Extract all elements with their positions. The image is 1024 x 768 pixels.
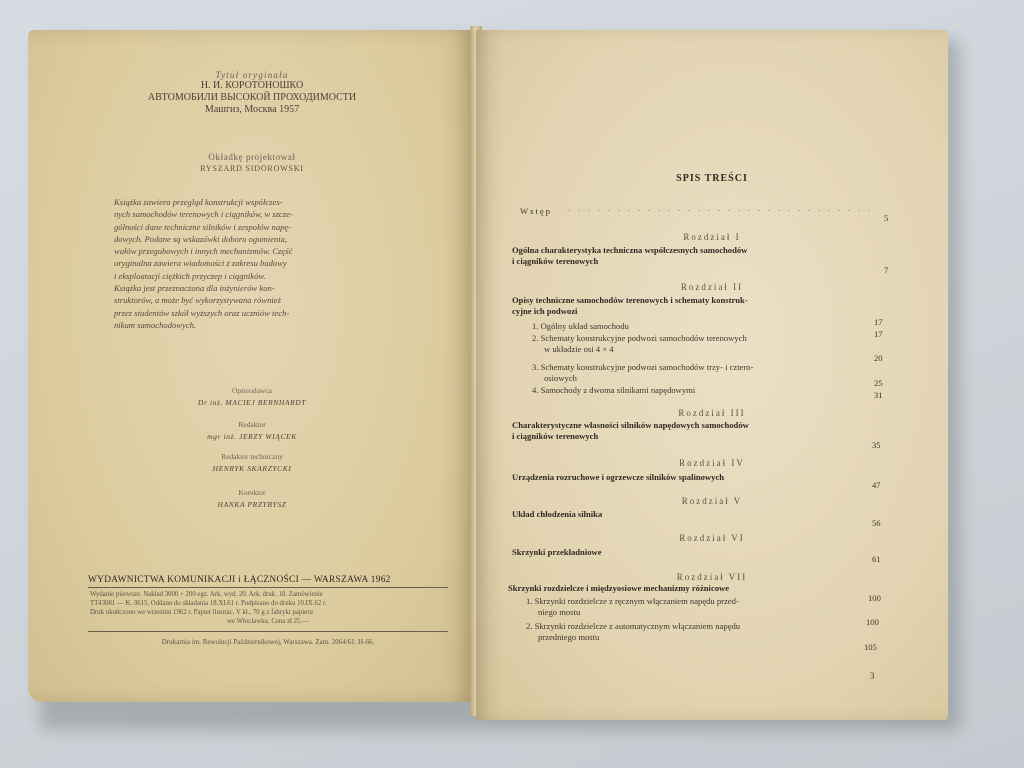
description-line: struktorów, a może być wykorzystywana również (114, 295, 281, 306)
section-item-line: 2. Skrzynki rozdzielcze z automatycznym włączaniem napędu (526, 621, 741, 631)
original-author: Н. И. КОРОТОНОШКО (200, 80, 304, 91)
toc-intro-page: 5 (884, 213, 889, 223)
publisher-line: WYDAWNICTWA KOMUNIKACJI i ŁĄCZNOŚCI — WARSZAWA 1962 (88, 575, 391, 585)
chapter-page: 61 (872, 554, 881, 564)
left-page (28, 30, 476, 702)
description-line: gólności dane techniczne silników i zespołów napę- (114, 221, 292, 232)
section-item: 4. Samochody z dwoma silnikami napędowymi (532, 385, 696, 395)
description-line: oryginalna zawiera wiadomości z zakresu budowy (114, 258, 287, 269)
chapter-title (512, 420, 892, 442)
chapter-title (512, 295, 892, 317)
imprint-line: TT43081 — K. 3615. Oddano do składania 18.XI.61 r. Podpisano do druku 10.IX.62 r. (90, 600, 327, 607)
description-line: nikum samochodowych. (114, 319, 197, 330)
chapter-title-line: i ciągników terenowych (512, 431, 599, 441)
chapter-number: Rozdział IV (679, 458, 745, 468)
reviewer-role: Opiniodawca (232, 386, 272, 395)
section-page: 105 (864, 642, 877, 652)
editor-name: mgr inż. JERZY WIĄCEK (207, 432, 297, 441)
toc-leader: . . . . . . . . . . . . . . . . . . . . . . . . . . . . . . . (568, 204, 873, 213)
chapter-title-line: Charakterystyczne własności silników napędowych samochodów (512, 420, 749, 430)
section-item (526, 621, 740, 643)
divider (88, 587, 448, 588)
chapter-page: 7 (884, 265, 889, 275)
chapter-number: Rozdział II (680, 282, 744, 292)
chapter-title: Skrzynki przekładniowe (512, 547, 602, 557)
imprint-line: we Włocławku. Cena zł 25.— (227, 618, 309, 625)
chapter-title-line: Opisy techniczne samochodów terenowych i schematy konstruk- (512, 295, 748, 305)
description-line: i eksploatacji ciężkich przyczep i ciągników. (114, 270, 266, 281)
chapter-title-line: cyjne ich podwozi (512, 306, 578, 316)
section-item-line: 3. Schematy konstrukcyjne podwozi samochodów trzy- i cztero- (532, 362, 754, 372)
section-item: 1. Ogólny układ samochodu (532, 321, 629, 331)
description-line: nych samochodów terenowych i ciągników, w szcze- (114, 209, 293, 220)
section-item-line: przedniego mostu (538, 632, 600, 642)
cover-designer-label: Okładkę projektował (208, 152, 296, 162)
chapter-page: 56 (872, 518, 881, 528)
technical-editor-role: Redaktor techniczny (221, 452, 283, 461)
chapter-title (512, 245, 892, 267)
section-item-line: 2. Schematy konstrukcyjne podwozi samochodów terenowych (532, 333, 747, 343)
section-page: 25 (874, 378, 883, 388)
section-item (526, 596, 739, 618)
reviewer-name: Dr inż. MACIEJ BERNHARDT (197, 398, 307, 407)
chapter-number: Rozdział I (683, 232, 741, 242)
chapter-number: Rozdział VI (679, 533, 745, 543)
section-item (532, 333, 747, 355)
chapter-page: 17 (874, 317, 883, 327)
proofreader-role: Korektor (238, 488, 266, 497)
right-page (476, 30, 948, 720)
description-line: wałów przegubowych i innych mechanizmów. Część (114, 246, 293, 257)
section-item (532, 362, 753, 384)
description-line: przez studentów szkół wyższych oraz uczniów tech- (114, 307, 290, 318)
chapter-number: Rozdział VII (676, 572, 748, 582)
chapter-page: 47 (872, 480, 881, 490)
chapter-number: Rozdział V (681, 496, 743, 506)
chapter-title-line: i ciągników terenowych (512, 256, 599, 266)
chapter-title: Układ chłodzenia silnika (512, 509, 603, 519)
toc-intro-label: Wstęp (520, 206, 552, 216)
divider (88, 631, 448, 632)
section-item-line: niego mostu (538, 607, 581, 617)
imprint-block (90, 590, 446, 626)
imprint-line: Wydanie pierwsze. Nakład 3000 + 200 egz. Ark. wyd. 20. Ark. druk. 18. Zamówienie (90, 591, 323, 598)
section-page: 20 (874, 353, 883, 363)
chapter-number: Rozdział III (678, 408, 746, 418)
chapter-title: Skrzynki rozdzielcze i międzyosiowe mechanizmy różnicowe (508, 583, 730, 593)
chapter-title-line: Ogólna charakterystyka techniczna współczesnych samochodów (512, 245, 748, 255)
description-line: Książka jest przeznaczona dla inżynierów kon- (114, 283, 275, 294)
proofreader-name: HANKA PRZYBYSZ (217, 500, 287, 509)
section-page: 17 (874, 329, 883, 339)
book-description (114, 196, 396, 331)
section-item-line: w układzie osi 4 × 4 (544, 344, 614, 354)
section-page: 31 (874, 390, 883, 400)
technical-editor-name: HENRYK SKARZYCKI (212, 464, 292, 473)
chapter-page: 100 (868, 593, 881, 603)
toc-heading: SPIS TREŚCI (676, 173, 748, 184)
editor-role: Redaktor (238, 420, 266, 429)
section-item-line: 1. Skrzynki rozdzielcze z ręcznym włączaniem napędu przed- (526, 596, 739, 606)
imprint-line: Druk ukończono we wrześniu 1962 r. Papier ilustrac. V kl., 70 g z fabryki papieru (90, 609, 313, 616)
chapter-title: Urządzenia rozruchowe i ogrzewcze silników spalinowych (512, 472, 725, 482)
section-item-line: osiowych (544, 373, 577, 383)
original-publisher: Машгиз, Москва 1957 (204, 104, 300, 115)
printer-line: Drukarnia im. Rewolucji Październikowej, Warszawa. Zam. 2064/61. H-66. (161, 638, 375, 646)
description-line: dowych. Podane są wskazówki doboru ogumienia, (114, 233, 288, 244)
section-page: 100 (866, 617, 879, 627)
cover-designer-name: RYSZARD SIDOROWSKI (200, 164, 304, 173)
description-line: Książka zawiera przegląd konstrukcji współczes- (114, 197, 283, 207)
original-title: АВТОМОБИЛИ ВЫСОКОЙ ПРОХОДИМОСТИ (147, 92, 357, 103)
page-number: 3 (870, 671, 875, 681)
chapter-page: 35 (872, 440, 881, 450)
original-title-label: Tytuł oryginału (215, 70, 289, 80)
